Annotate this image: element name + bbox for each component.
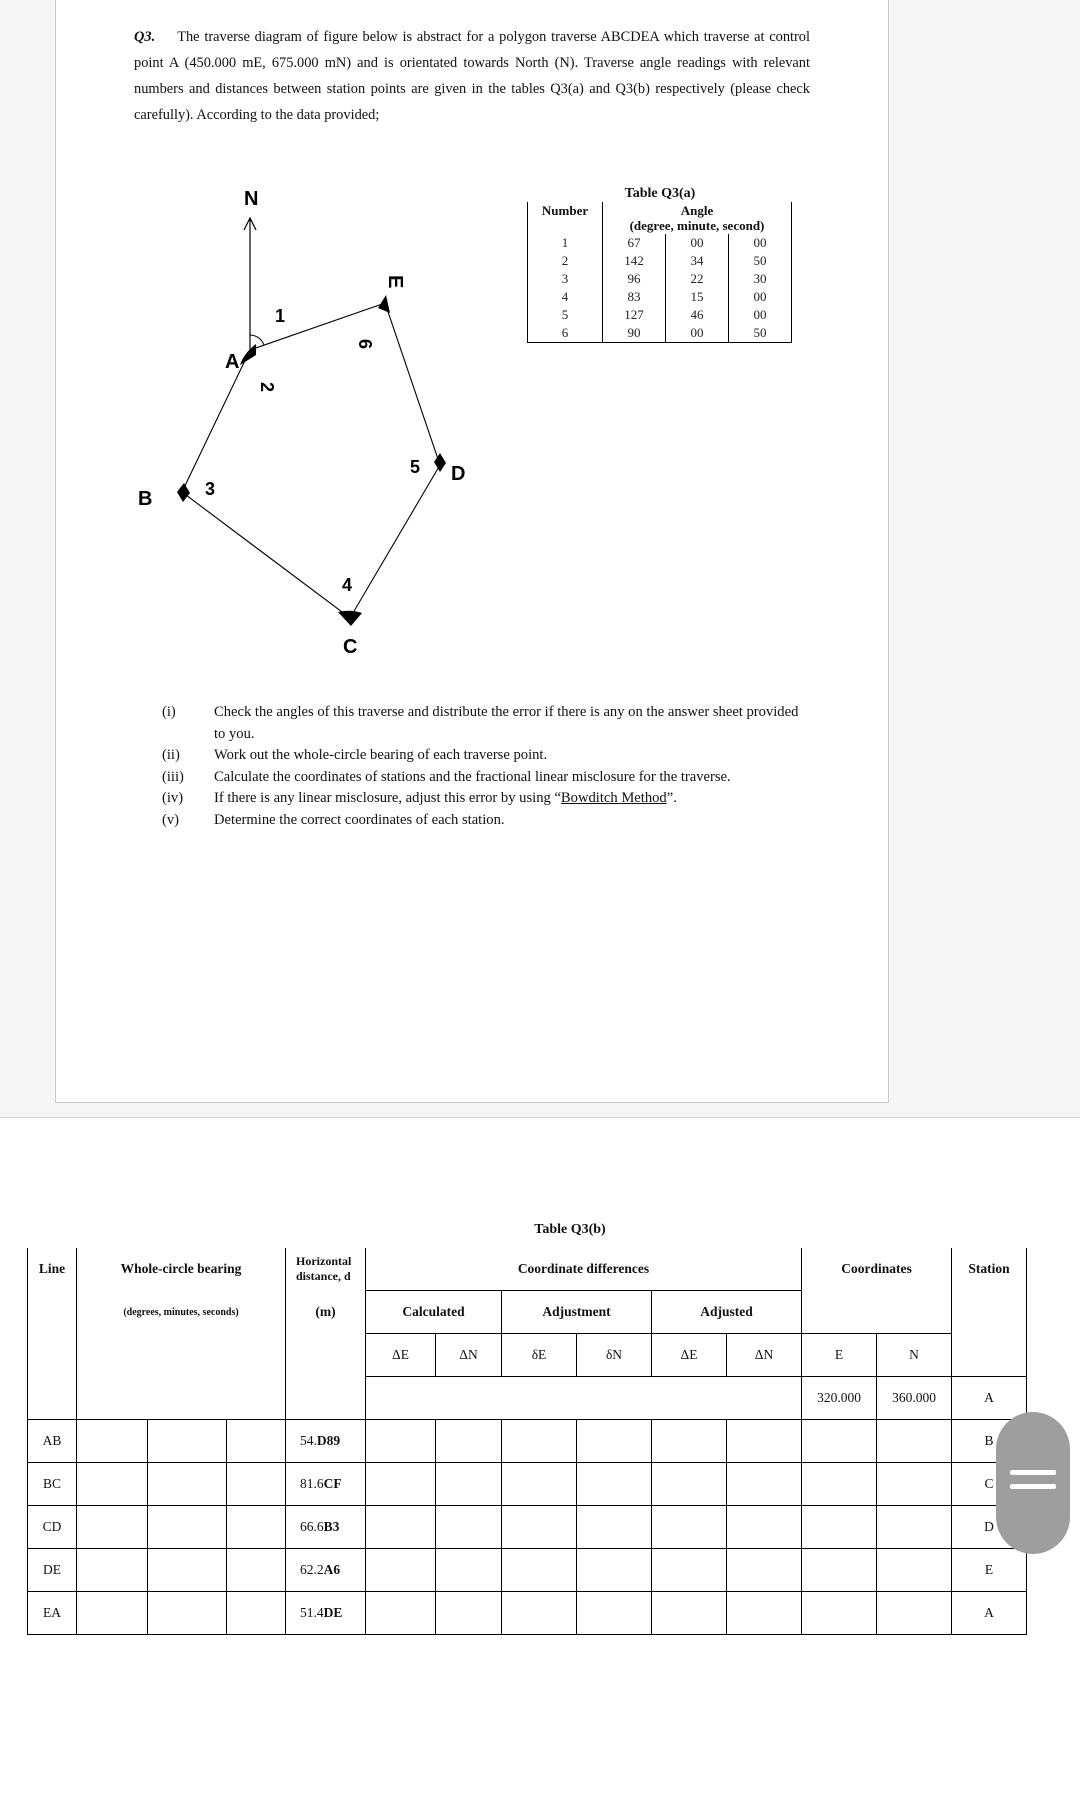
distance-digits: CF <box>323 1476 342 1491</box>
calc-de-cell[interactable] <box>366 1420 436 1463</box>
distance-digits: DE <box>323 1605 343 1620</box>
distance-cell <box>286 1463 366 1506</box>
adjd-dn-cell[interactable] <box>727 1506 802 1549</box>
station-label-d: D <box>451 463 466 485</box>
coordinates-table <box>27 1248 1027 1635</box>
wcb-minutes-cell[interactable] <box>148 1592 227 1635</box>
task-item <box>162 702 812 745</box>
handle-grip-line <box>1010 1470 1056 1475</box>
adj-se-cell[interactable] <box>502 1506 577 1549</box>
header-coord-n: N <box>877 1334 952 1377</box>
table-row <box>28 1463 1027 1506</box>
line-cell: EA <box>28 1592 77 1635</box>
station-marker-a <box>240 344 256 365</box>
task-item <box>162 745 812 767</box>
station-label-a: A <box>225 351 240 373</box>
angle-cell-num: 3 <box>528 270 603 288</box>
wcb-minutes-cell[interactable] <box>148 1506 227 1549</box>
header-adjd-de: ΔE <box>652 1334 727 1377</box>
station-marker-c <box>338 611 362 626</box>
header-station: Station <box>952 1248 1027 1291</box>
coord-n-cell[interactable] <box>877 1592 952 1635</box>
adjd-dn-cell[interactable] <box>727 1463 802 1506</box>
table-b-caption: Table Q3(b) <box>534 1222 606 1237</box>
header-line: Line <box>28 1248 77 1291</box>
station-marker-b <box>177 483 190 502</box>
angle-cell-num: 2 <box>528 252 603 270</box>
question-number: Q3. <box>134 29 156 45</box>
adjd-de-cell[interactable] <box>652 1592 727 1635</box>
angle-cell-num: 5 <box>528 306 603 324</box>
task-roman: (ii) <box>162 747 180 763</box>
calc-de-cell[interactable] <box>366 1592 436 1635</box>
wcb-degrees-cell[interactable] <box>77 1506 148 1549</box>
table-row <box>28 1592 1027 1635</box>
task-text: Work out the whole-circle bearing of each traverse point. <box>214 747 548 763</box>
coord-n-cell[interactable] <box>877 1549 952 1592</box>
adj-se-cell[interactable] <box>502 1463 577 1506</box>
task-item <box>162 788 812 810</box>
handle-grip-line <box>1010 1484 1056 1489</box>
angle-cell-sec: 00 <box>729 306 792 324</box>
task-roman: (v) <box>162 811 180 828</box>
north-label: N <box>244 188 259 210</box>
distance-cell <box>286 1592 366 1635</box>
station-marker-e <box>378 295 390 313</box>
adjd-de-cell[interactable] <box>652 1420 727 1463</box>
wcb-seconds-cell[interactable] <box>227 1420 286 1463</box>
question-intro <box>134 24 810 128</box>
wcb-seconds-cell[interactable] <box>227 1549 286 1592</box>
angle-cell-deg: 127 <box>603 306 666 324</box>
line-cell: BC <box>28 1463 77 1506</box>
station-label-b: B <box>138 488 153 510</box>
angle-cell-num: 4 <box>528 288 603 306</box>
start-station: A <box>952 1377 1027 1420</box>
wcb-seconds-cell[interactable] <box>227 1506 286 1549</box>
floating-scroll-handle[interactable] <box>996 1412 1070 1554</box>
task-text <box>214 788 677 810</box>
line-cell: CD <box>28 1506 77 1549</box>
wcb-seconds-cell[interactable] <box>227 1592 286 1635</box>
header-adjusted: Adjusted <box>652 1291 802 1334</box>
header-coordinates: Coordinates <box>802 1248 952 1291</box>
wcb-degrees-cell[interactable] <box>77 1592 148 1635</box>
distance-digits: D89 <box>316 1433 341 1448</box>
header-angle <box>603 202 792 234</box>
header-calc-de: ΔE <box>366 1334 436 1377</box>
coord-n-cell[interactable] <box>877 1506 952 1549</box>
angle-cell-sec: 00 <box>729 288 792 306</box>
task-text-before: If there is any linear misclosure, adjust this error by using “ <box>214 790 561 806</box>
header-adjd-dn: ΔN <box>727 1334 802 1377</box>
angle-table-row <box>528 288 792 306</box>
angle-cell-deg: 90 <box>603 324 666 343</box>
wcb-minutes-cell[interactable] <box>148 1420 227 1463</box>
calc-dn-cell[interactable] <box>436 1549 502 1592</box>
task-item <box>162 767 812 789</box>
calc-de-cell[interactable] <box>366 1549 436 1592</box>
header-adjustment: Adjustment <box>502 1291 652 1334</box>
distance-value: 54. <box>300 1433 317 1448</box>
task-roman: (iv) <box>162 790 184 806</box>
angle-table <box>527 202 792 343</box>
calc-de-cell[interactable] <box>366 1463 436 1506</box>
station-cell: D <box>952 1506 1027 1549</box>
header-coord-e: E <box>802 1334 877 1377</box>
angle-cell-deg: 142 <box>603 252 666 270</box>
table-row <box>28 1549 1027 1592</box>
distance-value: 66.6 <box>300 1519 324 1534</box>
task-roman: (iii) <box>162 768 184 785</box>
angle-cell-min: 22 <box>666 270 729 288</box>
header-wcb: Whole-circle bearing <box>77 1248 286 1291</box>
adjd-de-cell[interactable] <box>652 1463 727 1506</box>
coord-e-cell[interactable] <box>802 1420 877 1463</box>
adj-se-cell[interactable] <box>502 1549 577 1592</box>
angle-arc-1 <box>250 335 264 345</box>
wcb-seconds-cell[interactable] <box>227 1463 286 1506</box>
calc-dn-cell[interactable] <box>436 1463 502 1506</box>
calc-dn-cell[interactable] <box>436 1592 502 1635</box>
header-adj-se: δE <box>502 1334 577 1377</box>
header-calculated: Calculated <box>366 1291 502 1334</box>
calc-dn-cell[interactable] <box>436 1420 502 1463</box>
table-row <box>28 1506 1027 1549</box>
task-text: Check the angles of this traverse and distribute the error if there is any on the answer sheet provided to you. <box>214 704 799 742</box>
station-label-e: E <box>384 275 406 289</box>
angle-table-header <box>528 202 792 234</box>
angle-cell-min: 34 <box>666 252 729 270</box>
header-calc-dn: ΔN <box>436 1334 502 1377</box>
angle-cell-deg: 96 <box>603 270 666 288</box>
wcb-degrees-cell[interactable] <box>77 1420 148 1463</box>
distance-digits: B3 <box>323 1519 340 1534</box>
station-cell: A <box>952 1592 1027 1635</box>
angle-cell-sec: 50 <box>729 252 792 270</box>
coord-e-cell[interactable] <box>802 1463 877 1506</box>
traverse-diagram <box>120 175 480 665</box>
task-text: Determine the correct coordinates of each station. <box>214 811 505 828</box>
coord-n-cell[interactable] <box>877 1420 952 1463</box>
distance-value: 81.6 <box>300 1476 324 1491</box>
task-text-after: ”. <box>666 790 677 806</box>
task-list <box>162 702 812 831</box>
header-number: Number <box>528 202 603 234</box>
table-a-caption: Table Q3(a) <box>624 186 696 201</box>
coord-e-cell[interactable] <box>802 1549 877 1592</box>
line-cell: DE <box>28 1549 77 1592</box>
angle-number-3: 3 <box>205 479 216 499</box>
adjd-dn-cell[interactable] <box>727 1549 802 1592</box>
header-adj-sn: δN <box>577 1334 652 1377</box>
wcb-degrees-cell[interactable] <box>77 1463 148 1506</box>
header-angle-units: (degree, minute, second) <box>629 218 765 233</box>
question-text: The traverse diagram of figure below is abstract for a polygon traverse ABCDEA which traverse at control point A (450.000 mE, 675.000 mN) and is orientated towards North (N). Traverse angle readings with relevant numbers and distances between station points are given in the tables Q3(a) and Q3(b) respectively (please check carefully). According to the data provided; <box>134 29 810 123</box>
angle-cell-deg: 83 <box>603 288 666 306</box>
angle-table-row <box>528 324 792 343</box>
angle-number-5: 5 <box>410 457 421 477</box>
adjd-dn-cell[interactable] <box>727 1420 802 1463</box>
coord-e-cell[interactable] <box>802 1592 877 1635</box>
wcb-degrees-cell[interactable] <box>77 1549 148 1592</box>
wcb-minutes-cell[interactable] <box>148 1549 227 1592</box>
angle-cell-deg: 67 <box>603 234 666 252</box>
header-distance-units: (m) <box>286 1291 366 1334</box>
distance-cell <box>286 1420 366 1463</box>
adj-se-cell[interactable] <box>502 1592 577 1635</box>
adj-sn-cell[interactable] <box>577 1463 652 1506</box>
angle-table-row <box>528 306 792 324</box>
station-label-c: C <box>343 636 358 658</box>
line-cell: AB <box>28 1420 77 1463</box>
calc-de-cell[interactable] <box>366 1506 436 1549</box>
angle-cell-sec: 30 <box>729 270 792 288</box>
distance-cell <box>286 1549 366 1592</box>
angle-number-6: 6 <box>355 339 375 350</box>
angle-number-1: 1 <box>275 306 286 326</box>
start-coord-e: 320.000 <box>802 1377 877 1420</box>
bowditch-method-link[interactable]: Bowditch Method <box>560 790 667 806</box>
station-marker-d <box>434 453 446 472</box>
adj-sn-cell[interactable] <box>577 1506 652 1549</box>
coord-e-cell[interactable] <box>802 1506 877 1549</box>
header-angle-label: Angle <box>680 203 714 218</box>
adj-sn-cell[interactable] <box>577 1549 652 1592</box>
station-cell: B <box>952 1420 1027 1463</box>
angle-cell-num: 6 <box>528 324 603 343</box>
wcb-minutes-cell[interactable] <box>148 1463 227 1506</box>
task-item <box>162 810 812 832</box>
header-wcb-units: (degrees, minutes, seconds) <box>77 1291 286 1334</box>
calc-dn-cell[interactable] <box>436 1506 502 1549</box>
adjd-de-cell[interactable] <box>652 1549 727 1592</box>
angle-cell-min: 15 <box>666 288 729 306</box>
adjd-dn-cell[interactable] <box>727 1592 802 1635</box>
header-coordinate-differences: Coordinate differences <box>366 1248 802 1291</box>
adj-sn-cell[interactable] <box>577 1420 652 1463</box>
task-text: Calculate the coordinates of stations and the fractional linear misclosure for the traverse. <box>214 768 731 785</box>
start-coord-n: 360.000 <box>877 1377 952 1420</box>
adjd-de-cell[interactable] <box>652 1506 727 1549</box>
header-distance: Horizontal distance, d <box>286 1248 366 1291</box>
distance-digits: A6 <box>323 1562 341 1577</box>
angle-cell-num: 1 <box>528 234 603 252</box>
distance-value: 62.2 <box>300 1562 324 1577</box>
task-roman: (i) <box>162 704 176 720</box>
table-row <box>28 1420 1027 1463</box>
angle-cell-min: 46 <box>666 306 729 324</box>
angle-cell-sec: 00 <box>729 234 792 252</box>
angle-cell-min: 00 <box>666 324 729 343</box>
traverse-polygon <box>182 303 440 618</box>
angle-number-2: 2 <box>257 382 277 393</box>
angle-cell-min: 00 <box>666 234 729 252</box>
angle-table-row <box>528 252 792 270</box>
angle-table-row <box>528 234 792 252</box>
station-cell: E <box>952 1549 1027 1592</box>
coord-n-cell[interactable] <box>877 1463 952 1506</box>
angle-number-4: 4 <box>342 575 353 595</box>
angle-cell-sec: 50 <box>729 324 792 343</box>
adj-se-cell[interactable] <box>502 1420 577 1463</box>
adj-sn-cell[interactable] <box>577 1592 652 1635</box>
distance-cell <box>286 1506 366 1549</box>
station-cell: C <box>952 1463 1027 1506</box>
angle-table-row <box>528 270 792 288</box>
distance-value: 51.4 <box>300 1605 324 1620</box>
